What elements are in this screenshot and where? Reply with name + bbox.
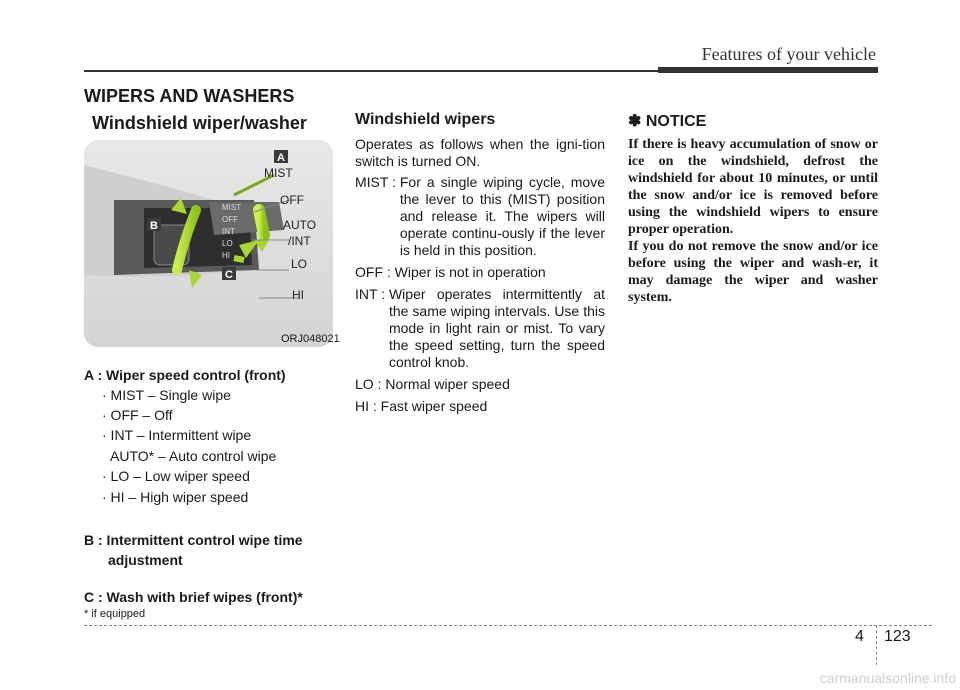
mode-desc: Wiper operates intermittently at the same wiping intervals. Use this mode in light rain or mist. To vary the speed setting, turn the speed control knob. bbox=[388, 286, 605, 370]
notice-heading: ✽ NOTICE bbox=[628, 113, 707, 130]
wiper-lever-figure bbox=[84, 140, 333, 347]
mode-term: INT : bbox=[355, 286, 389, 302]
chapter-number: 4 bbox=[855, 628, 864, 645]
figure-title: Windshield wiper/washer bbox=[92, 113, 307, 133]
wiper-mode-item bbox=[355, 286, 605, 371]
footnote: * if equipped bbox=[84, 608, 146, 620]
mode-term: HI : bbox=[355, 398, 381, 414]
caption-b bbox=[84, 530, 334, 570]
mode-term: OFF : bbox=[355, 264, 395, 280]
figure-code: ORJ048021 bbox=[281, 333, 340, 345]
svg-text:INT: INT bbox=[222, 227, 235, 236]
wiper-mode-item bbox=[355, 174, 605, 259]
wipers-heading: Windshield wipers bbox=[355, 111, 496, 128]
svg-text:OFF: OFF bbox=[222, 215, 238, 224]
header-bar bbox=[658, 67, 878, 73]
wipers-intro: Operates as follows when the igni-tion switch is turned ON. bbox=[355, 136, 605, 169]
wiper-mode-item bbox=[355, 264, 605, 281]
caption-c-heading: C : Wash with brief wipes (front)* bbox=[84, 589, 303, 605]
callout-c: C bbox=[225, 269, 233, 281]
caption-a-heading: A : Wiper speed control (front) bbox=[84, 367, 286, 383]
caption-a-item: · HI – High wiper speed bbox=[102, 489, 249, 505]
caption-a-item: · INT – Intermittent wipe bbox=[102, 427, 252, 443]
caption-b-continued: adjustment bbox=[108, 552, 183, 568]
notice-paragraph: If there is heavy accumulation of snow or ice on the windshield, defrost the windshield for about 10 minutes, or until the snow and/or ice is removed before using the windshield wipers to ensure proper operation. bbox=[628, 137, 878, 237]
label-off: OFF bbox=[280, 193, 304, 207]
callout-a: A bbox=[277, 152, 285, 164]
watermark: carmanualsonline.info bbox=[819, 670, 956, 686]
mode-term: LO : bbox=[355, 376, 386, 392]
caption-a-item: · LO – Low wiper speed bbox=[102, 468, 250, 484]
svg-text:MIST: MIST bbox=[222, 203, 242, 212]
section-title: WIPERS AND WASHERS bbox=[84, 86, 295, 106]
svg-text:HI: HI bbox=[222, 251, 230, 260]
wiper-mode-list bbox=[355, 174, 605, 420]
header-rule bbox=[84, 70, 658, 72]
label-lo: LO bbox=[291, 257, 308, 271]
wiper-lever-illustration bbox=[84, 140, 333, 347]
footer-rule bbox=[84, 625, 932, 626]
caption-a-item: AUTO* – Auto control wipe bbox=[110, 448, 277, 464]
mode-desc: Normal wiper speed bbox=[385, 376, 510, 392]
mode-desc: Wiper is not in operation bbox=[394, 264, 546, 280]
callout-b: B bbox=[150, 220, 158, 232]
label-int: /INT bbox=[288, 234, 311, 248]
label-hi: HI bbox=[292, 288, 304, 302]
wiper-mode-item bbox=[355, 398, 605, 415]
footer-divider bbox=[876, 625, 877, 665]
caption-b-heading: B : Intermittent control wipe time bbox=[84, 532, 303, 548]
svg-text:LO: LO bbox=[222, 239, 233, 248]
notice-paragraph: If you do not remove the snow and/or ice before using the wiper and wash-er, it may damage the wiper and washer system. bbox=[628, 239, 878, 305]
caption-a-item: · OFF – Off bbox=[102, 407, 173, 423]
mode-desc: Fast wiper speed bbox=[380, 398, 488, 414]
mode-term: MIST : bbox=[355, 174, 400, 190]
caption-a-item: · MIST – Single wipe bbox=[102, 387, 231, 403]
label-mist: MIST bbox=[264, 166, 293, 180]
wiper-mode-item bbox=[355, 376, 605, 393]
notice-body bbox=[628, 136, 878, 306]
page-number: 123 bbox=[884, 628, 911, 645]
mode-desc: For a single wiping cycle, move the lever to this (MIST) position and release it. The wipers will operate continu-ously if the lever is held in this position. bbox=[399, 174, 605, 258]
label-auto: AUTO bbox=[283, 218, 317, 232]
header-title: Features of your vehicle bbox=[701, 44, 876, 64]
